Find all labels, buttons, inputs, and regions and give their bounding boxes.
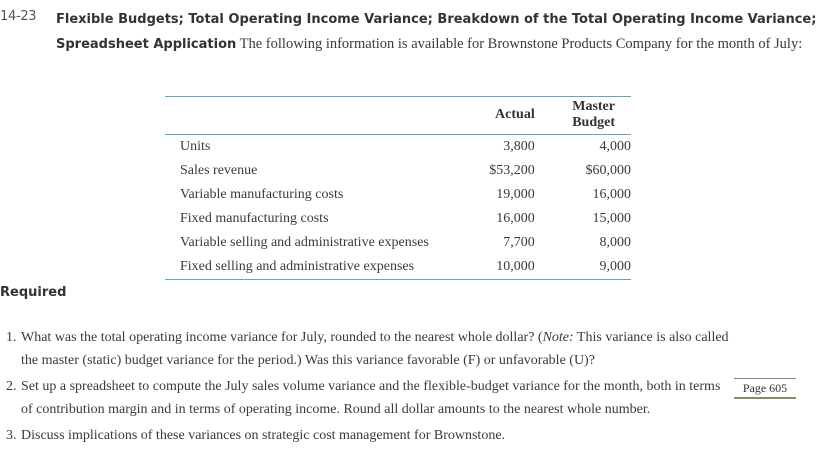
- question-text: Discuss implications of these variances on strategic cost management for Brownstone.: [21, 428, 506, 443]
- row-label: Variable manufacturing costs: [180, 187, 344, 202]
- header-master-budget: Master Budget: [535, 97, 631, 135]
- header-actual: Actual: [461, 97, 535, 135]
- row-label: Variable selling and administrative expenses: [180, 235, 429, 250]
- header-blank: [165, 97, 461, 135]
- table-header-row: [165, 97, 631, 135]
- question-text: Set up a spreadsheet to compute the July sales volume variance and the flexible-budget variance for the month, both in terms of contribution margin and in terms of operating income. Round all dollar amounts to the nearest whole number.: [21, 379, 721, 417]
- row-actual: 16,000: [496, 211, 535, 226]
- row-master: 8,000: [599, 235, 631, 250]
- question-number: 3.: [6, 428, 17, 443]
- question-number: 2.: [6, 379, 17, 394]
- row-actual: 7,700: [503, 235, 535, 250]
- question-number: 1.: [6, 330, 17, 345]
- row-master: 15,000: [592, 211, 631, 226]
- table-row: [165, 183, 631, 207]
- row-master: 9,000: [599, 259, 631, 274]
- row-master: 4,000: [599, 139, 631, 154]
- problem-intro-text: The following information is available for Brownstone Products Company for the month of July:: [239, 36, 803, 52]
- table-row: [165, 159, 631, 183]
- table-row: [165, 135, 631, 160]
- question-item: [0, 424, 730, 447]
- row-actual: 10,000: [496, 259, 535, 274]
- table-row: [165, 255, 631, 280]
- row-master: 16,000: [592, 187, 631, 202]
- row-label: Units: [180, 139, 211, 154]
- problem-intro: [56, 7, 826, 57]
- note-label: Note:: [542, 330, 574, 345]
- row-actual: $53,200: [489, 163, 535, 178]
- question-item: [0, 375, 730, 421]
- problem-heading: Flexible Budgets; Total Operating Income Variance; Breakdown of the Total Operating Income Variance; Spreadsheet Application: [56, 12, 817, 52]
- table-row: [165, 207, 631, 231]
- row-label: Sales revenue: [180, 163, 258, 178]
- required-heading: Required: [0, 285, 67, 300]
- problem-number: 14-23: [0, 9, 37, 24]
- row-master: $60,000: [585, 163, 631, 178]
- question-item: [0, 326, 730, 372]
- row-actual: 3,800: [503, 139, 535, 154]
- budget-table: [165, 96, 631, 280]
- question-text-cont: This variance is also called the master (static) budget variance for the period.) Was this variance favorable (F) or unfavorable (U)?: [21, 330, 729, 368]
- row-label: Fixed manufacturing costs: [180, 211, 329, 226]
- table-row: [165, 231, 631, 255]
- question-list: [0, 326, 730, 450]
- question-text: What was the total operating income variance for July, rounded to the nearest whole dollar? (: [21, 330, 543, 345]
- page-reference: Page 605: [734, 378, 796, 399]
- row-label: Fixed selling and administrative expenses: [180, 259, 415, 274]
- row-actual: 19,000: [496, 187, 535, 202]
